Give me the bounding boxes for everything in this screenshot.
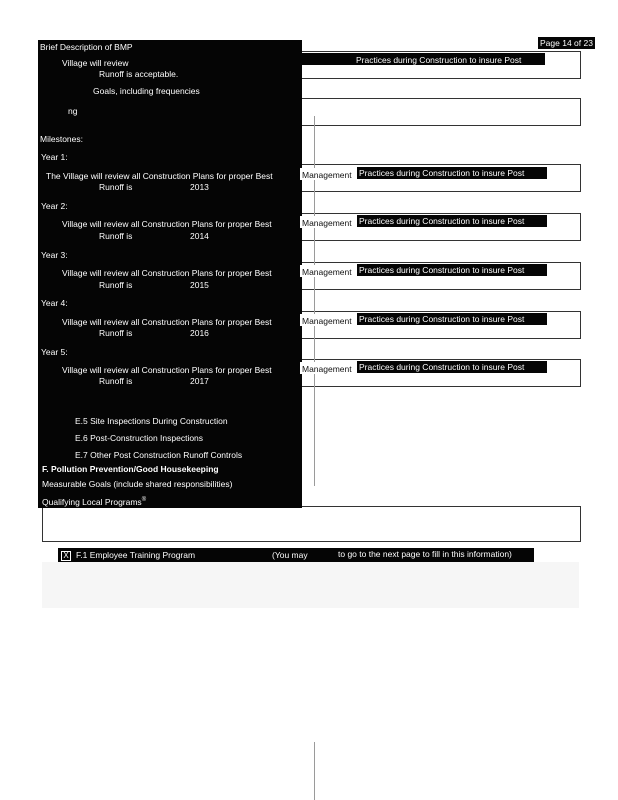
- year-4-strip-text: Practices during Construction to insure Post: [359, 314, 525, 324]
- year-5-mgmt: Management: [302, 364, 352, 374]
- year-3-mgmt: Management: [302, 267, 352, 277]
- year-4-text: Village will review all Construction Plans for proper Best: [62, 317, 272, 327]
- bottom-gray-band: [42, 562, 579, 608]
- year-4-year: 2016: [190, 328, 209, 338]
- section-f-heading: F. Pollution Prevention/Good Housekeeping: [42, 464, 219, 474]
- milestones-label: Milestones:: [40, 134, 83, 144]
- runoff-acceptable: Runoff is acceptable.: [99, 69, 179, 79]
- year-5-year: 2017: [190, 376, 209, 386]
- year-2-text: Village will review all Construction Plans for proper Best: [62, 219, 272, 229]
- year-3-strip-text: Practices during Construction to insure Post: [359, 265, 525, 275]
- year-1-runoff: Runoff is: [99, 182, 133, 192]
- goals-value: ng: [68, 106, 78, 116]
- year-2-year: 2014: [190, 231, 209, 241]
- year-4-label: Year 4:: [41, 298, 68, 308]
- year-3-runoff: Runoff is: [99, 280, 133, 290]
- year-5-strip-text: Practices during Construction to insure Post: [359, 362, 525, 372]
- year-1-mgmt: Management: [302, 170, 352, 180]
- e7-item: E.7 Other Post Construction Runoff Controls: [75, 450, 243, 460]
- year-2-runoff: Runoff is: [99, 231, 133, 241]
- year-5-runoff: Runoff is: [99, 376, 133, 386]
- f1-label: F.1 Employee Training Program: [76, 550, 196, 560]
- e5-item: E.5 Site Inspections During Construction: [75, 416, 228, 426]
- year-2-mgmt: Management: [302, 218, 352, 228]
- bmp-strip-text: Practices during Construction to insure Post: [356, 55, 522, 65]
- year-2-strip-text: Practices during Construction to insure Post: [359, 216, 525, 226]
- village-line: Village will review: [62, 58, 129, 68]
- qualifying-programs-box[interactable]: [42, 506, 581, 542]
- qualifying-mark: ®: [141, 497, 147, 503]
- year-4-runoff: Runoff is: [99, 328, 133, 338]
- page-number: Page 14 of 23: [540, 38, 593, 48]
- year-2-label: Year 2:: [41, 201, 68, 211]
- year-3-text: Village will review all Construction Plans for proper Best: [62, 268, 272, 278]
- year-5-label: Year 5:: [41, 347, 68, 357]
- f1-checkbox[interactable]: X: [61, 551, 71, 561]
- year-5-text: Village will review all Construction Plans for proper Best: [62, 365, 272, 375]
- year-4-mgmt: Management: [302, 316, 352, 326]
- f1-next-page: to go to the next page to fill in this information): [338, 549, 512, 559]
- goals-label: Goals, including frequencies: [93, 86, 200, 96]
- measurable-goals-label: Measurable Goals (include shared responsibilities): [42, 479, 233, 489]
- year-3-year: 2015: [190, 280, 209, 290]
- goals-box[interactable]: [300, 98, 581, 126]
- year-1-strip-text: Practices during Construction to insure Post: [359, 168, 525, 178]
- brief-description-label: Brief Description of BMP: [40, 42, 133, 52]
- vertical-rule-bottom: [314, 742, 315, 800]
- f1-you-may: (You may: [272, 550, 308, 560]
- qualifying-local-programs-text: Qualifying Local Programs: [42, 496, 142, 507]
- year-1-year: 2013: [190, 182, 209, 192]
- e6-item: E.6 Post-Construction Inspections: [75, 433, 204, 443]
- year-1-label: Year 1:: [41, 152, 68, 162]
- year-1-text: The Village will review all Construction Plans for proper Best: [46, 171, 273, 181]
- qualifying-local-programs-label: [42, 495, 146, 507]
- year-3-label: Year 3:: [41, 250, 68, 260]
